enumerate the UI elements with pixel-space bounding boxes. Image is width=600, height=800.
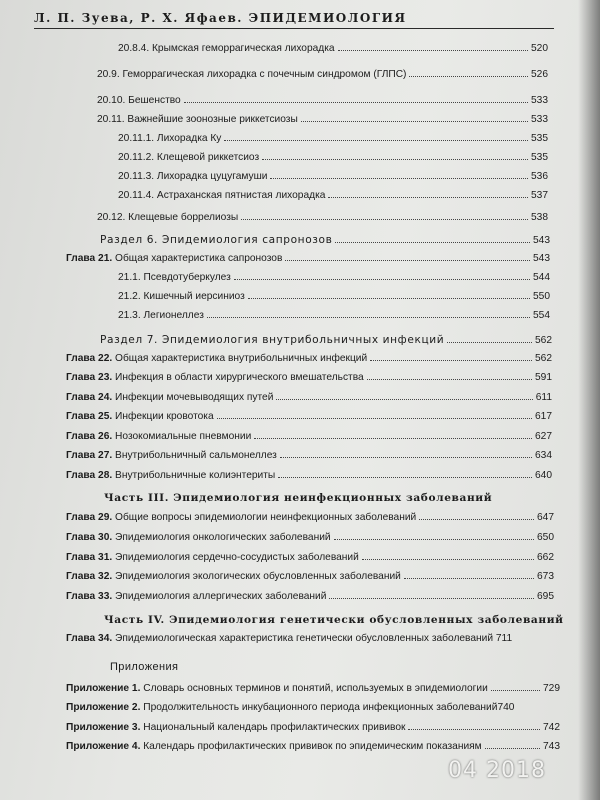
part-title: Часть III. Эпидемиология неинфекционных заболеваний [104,492,493,504]
entry-label: Календарь профилактических прививок по эпидемическим показаниям [143,741,482,752]
toc-chapter [66,428,552,444]
toc-entry [118,40,548,56]
toc-part [104,612,564,628]
entry-label: Эпидемиология онкологических заболеваний [115,532,331,543]
entry-label: 20.9. Геморрагическая лихорадка с почечным синдромом (ГЛПС) [97,69,407,80]
page-number: 650 [537,532,554,543]
entry-label: Инфекция в области хирургического вмешательства [115,372,364,383]
toc-chapter [66,631,556,647]
toc-entry [118,307,550,323]
page-number: 617 [535,411,552,422]
chapter-prefix: Глава 33. [66,591,113,602]
page-number: 520 [531,43,548,54]
chapter-prefix: Глава 31. [66,552,113,563]
toc-entry [97,92,548,108]
entry-label: Общие вопросы эпидемиологии неинфекционных заболеваний [115,512,417,523]
page-number: 591 [535,372,552,383]
page-number: 533 [531,114,548,125]
running-header [34,8,554,29]
entry-label: 21.1. Псевдотуберкулез [118,272,231,283]
entry-label: 20.11. Важнейшие зоонозные риккетсиозы [97,114,298,125]
appendix-prefix: Приложение 3. [66,722,141,733]
toc-section [100,232,550,248]
page-number: 537 [531,190,548,201]
page-number: 640 [535,470,552,481]
entry-label: 20.10. Бешенство [97,95,181,106]
chapter-prefix: Глава 23. [66,372,113,383]
entry-label: 21.2. Кишечный иерсиниоз [118,291,245,302]
entry-label: Внутрибольничный сальмонеллез [115,450,277,461]
entry-label: Эпидемиология аллергических заболеваний [115,591,327,602]
page-number: 662 [537,552,554,563]
chapter-prefix: Глава 24. [66,392,113,403]
part-title: Часть IV. Эпидемиология генетически обусловленных заболеваний [104,614,564,626]
entry-label: Общая характеристика внутрибольничных инфекций [115,353,368,364]
appendix-prefix: Приложение 2. [66,702,141,713]
section-title: Раздел 7. Эпидемиология внутрибольничных инфекций [100,334,445,346]
chapter-prefix: Глава 34. [66,633,113,644]
toc-entry [97,209,548,225]
toc-part [104,490,552,506]
page-number: 543 [533,235,550,246]
page-number: 611 [535,392,552,403]
page-number: 742 [543,722,560,733]
entry-label: Продолжительность инкубационного периода инфекционных заболеваний [143,702,498,713]
chapter-prefix: Глава 21. [66,253,113,264]
toc-appendix [66,738,560,754]
page-number: 647 [537,512,554,523]
page-number: 533 [531,95,548,106]
toc-entry [118,130,548,146]
entry-label: Инфекции кровотока [115,411,214,422]
toc-chapter [66,588,554,604]
appendix-prefix: Приложение 4. [66,741,141,752]
page-number: 538 [531,212,548,223]
page-number: 695 [537,591,554,602]
page-number: 526 [531,69,548,80]
page-number: 543 [533,253,550,264]
toc-chapter [66,408,552,424]
entry-label: 20.11.3. Лихорадка цуцугамуши [118,171,268,182]
page-number: 562 [535,353,552,364]
page-number: 729 [543,683,560,694]
entry-label: Нозокомиальные пневмонии [115,431,252,442]
chapter-prefix: Глава 27. [66,450,113,461]
chapter-prefix: Глава 32. [66,571,113,582]
toc-entry [118,149,548,165]
page-number: 743 [543,741,560,752]
entry-label: 20.11.4. Астраханская пятнистая лихорадка [118,190,326,201]
page-number: 562 [535,335,552,346]
entry-label: Эпидемиология сердечно-сосудистых заболеваний [115,552,359,563]
page-number: 740 [497,702,515,713]
toc-chapter [66,250,550,266]
page-number: 554 [533,310,550,321]
entry-label: Общая характеристика сапронозов [115,253,283,264]
chapter-prefix: Глава 22. [66,353,113,364]
page-edge-shadow [578,0,600,800]
toc-appendix [66,680,560,696]
chapter-prefix: Глава 28. [66,470,113,481]
toc-chapter [66,350,552,366]
toc-chapter [66,389,552,405]
toc-entry [118,269,550,285]
header-title: Л. П. Зуева, Р. Х. Яфаев. ЭПИДЕМИОЛОГИЯ [34,11,407,25]
page-number: 673 [537,571,554,582]
toc-entry [97,66,548,82]
page-number: 550 [533,291,550,302]
toc-appendix [66,719,560,735]
entry-label: 20.11.1. Лихорадка Ку [118,133,222,144]
page-number: 544 [533,272,550,283]
page-number: 536 [531,171,548,182]
appendix-prefix: Приложение 1. [66,683,141,694]
page-number: 634 [535,450,552,461]
toc-entry [118,168,548,184]
chapter-prefix: Глава 26. [66,431,113,442]
toc-appendix [66,700,560,716]
entry-label: 20.11.2. Клещевой риккетсиоз [118,152,260,163]
toc-chapter [66,467,552,483]
toc-chapter [66,549,554,565]
toc-chapter [66,529,554,545]
appendix-heading: Приложения [110,661,179,673]
date-watermark: 04 2018 [448,758,546,783]
entry-label: Эпидемиология экологических обусловленных заболеваний [115,571,401,582]
entry-label: Инфекции мочевыводящих путей [115,392,274,403]
chapter-prefix: Глава 30. [66,532,113,543]
entry-label: Словарь основных терминов и понятий, используемых в эпидемиологии [143,683,488,694]
toc-entry [97,111,548,127]
entry-label: Национальный календарь профилактических прививок [143,722,406,733]
entry-label: Эпидемиологическая характеристика генетически обусловленных заболеваний [115,633,494,644]
entry-label: 20.12. Клещевые боррелиозы [97,212,239,223]
toc-chapter [66,509,554,525]
entry-label: 20.8.4. Крымская геморрагическая лихорадка [118,43,335,54]
page-number: 535 [531,133,548,144]
entry-label: Внутрибольничные колиэнтериты [115,470,276,481]
toc-chapter [66,369,552,385]
toc-chapter [66,447,552,463]
toc-entry [118,187,548,203]
toc-section [100,332,552,348]
toc-chapter [66,568,554,584]
chapter-prefix: Глава 29. [66,512,113,523]
toc-entry [118,288,550,304]
page-number: 711 [495,633,513,644]
page-number: 535 [531,152,548,163]
entry-label: 21.3. Легионеллез [118,310,204,321]
section-title: Раздел 6. Эпидемиология сапронозов [100,234,333,246]
chapter-prefix: Глава 25. [66,411,113,422]
page-number: 627 [535,431,552,442]
